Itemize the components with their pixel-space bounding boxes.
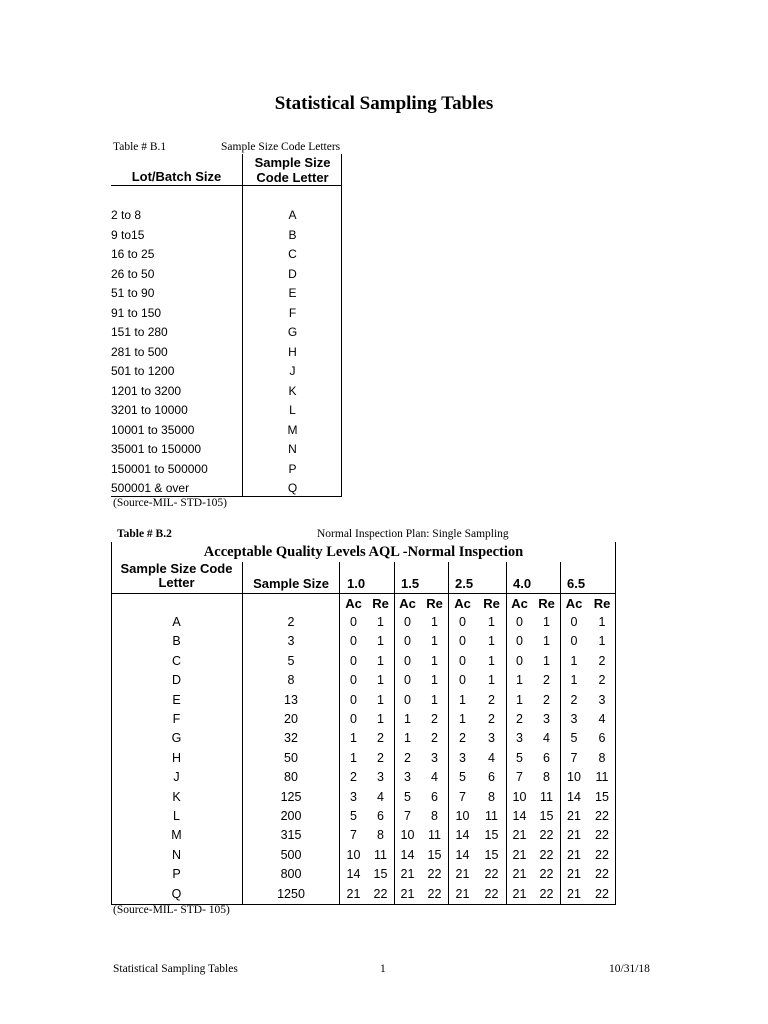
ac-value-cell: 0: [350, 712, 357, 726]
code-letter-cell: B: [288, 227, 297, 242]
code-letter-cell: P: [172, 867, 181, 882]
table-b1-header-rule: [111, 185, 342, 186]
sample-size-cell: 2: [287, 615, 295, 629]
ac-value-cell: 21: [512, 847, 527, 862]
re-value-cell: 8: [377, 828, 384, 843]
table-b2-header-size: Sample Size: [253, 576, 329, 591]
re-value-cell: 1: [431, 634, 438, 649]
table-row: [111, 421, 342, 441]
ac-value-cell: 0: [459, 634, 466, 649]
ac-value-cell: 14: [455, 828, 470, 843]
code-letter-cell: Q: [287, 481, 298, 495]
ac-value-cell: 1: [404, 731, 411, 746]
ac-value-cell: 21: [567, 828, 581, 843]
table-row: [111, 460, 342, 480]
re-value-cell: 3: [377, 770, 384, 785]
re-value-cell: 1: [431, 673, 438, 688]
re-value-cell: 4: [488, 750, 495, 765]
ac-value-cell: 10: [455, 809, 470, 823]
lot-size-cell: 500001 & over: [111, 481, 190, 495]
code-letter-cell: M: [171, 828, 182, 843]
re-value-cell: 22: [595, 847, 609, 862]
re-header: Re: [372, 596, 389, 611]
ac-value-cell: 10: [567, 770, 581, 785]
table-b2-source: (Source-MIL- STD- 105): [113, 904, 230, 916]
re-value-cell: 22: [484, 867, 499, 882]
re-value-cell: 4: [377, 789, 384, 804]
code-letter-cell: D: [171, 673, 182, 688]
sample-size-cell: 8: [287, 673, 295, 688]
code-letter-cell: P: [288, 461, 297, 476]
re-value-cell: 22: [595, 886, 609, 901]
re-value-cell: 22: [539, 828, 554, 843]
table-b2-number: Table # B.2: [117, 528, 172, 540]
code-letter-cell: F: [172, 712, 181, 726]
ac-value-cell: 14: [455, 847, 470, 862]
re-value-cell: 2: [543, 673, 550, 688]
code-letter-cell: C: [288, 247, 297, 261]
sample-size-cell: 13: [284, 692, 298, 707]
table-b2-aql-title: Acceptable Quality Levels AQL -Normal Inspection: [203, 544, 524, 560]
code-letter-cell: E: [172, 692, 181, 707]
re-value-cell: 22: [484, 886, 499, 901]
ac-value-cell: 3: [459, 750, 466, 765]
code-letter-cell: J: [289, 364, 296, 378]
ac-value-cell: 2: [459, 731, 466, 746]
ac-value-cell: 0: [516, 653, 523, 668]
code-letter-cell: N: [171, 847, 182, 862]
ac-value-cell: 0: [404, 634, 411, 649]
footer-page-number: 1: [380, 963, 386, 975]
re-value-cell: 1: [431, 615, 438, 629]
re-value-cell: 6: [431, 789, 438, 804]
ac-value-cell: 21: [346, 886, 361, 901]
table-row: [111, 343, 342, 363]
re-value-cell: 2: [598, 673, 606, 688]
re-value-cell: 8: [431, 809, 438, 823]
re-value-cell: 2: [377, 750, 384, 765]
ac-value-cell: 2: [404, 750, 411, 765]
table-row: [111, 284, 342, 304]
re-value-cell: 11: [485, 809, 498, 823]
re-value-cell: 22: [373, 886, 388, 901]
ac-value-cell: 10: [346, 847, 361, 862]
ac-value-cell: 0: [404, 692, 411, 707]
code-letter-cell: G: [287, 325, 298, 339]
ac-value-cell: 5: [350, 809, 357, 823]
ac-value-cell: 0: [459, 653, 466, 668]
ac-value-cell: 3: [350, 789, 357, 804]
code-letter-cell: B: [172, 634, 181, 649]
re-value-cell: 2: [598, 653, 606, 668]
lot-size-cell: 281 to 500: [111, 344, 168, 359]
re-value-cell: 1: [543, 634, 550, 649]
ac-value-cell: 1: [404, 712, 411, 726]
re-value-cell: 1: [598, 615, 606, 629]
ac-header: Ac: [454, 596, 471, 611]
sample-size-cell: 500: [280, 847, 302, 862]
table-row: [111, 323, 342, 343]
ac-value-cell: 21: [400, 867, 415, 882]
code-letter-cell: H: [171, 750, 182, 765]
ac-value-cell: 2: [350, 770, 357, 785]
table-row: [111, 401, 342, 421]
ac-value-cell: 3: [404, 770, 411, 785]
ac-value-cell: 7: [516, 770, 523, 785]
ac-header: Ac: [399, 596, 416, 611]
table-b1-source: (Source-MIL- STD-105): [113, 497, 228, 509]
re-value-cell: 22: [427, 886, 442, 901]
ac-value-cell: 21: [567, 886, 581, 901]
re-value-cell: 2: [431, 712, 438, 726]
table-b2-header-rule: [111, 593, 616, 594]
ac-value-cell: 21: [512, 828, 527, 843]
ac-value-cell: 1: [516, 692, 523, 707]
re-value-cell: 3: [488, 731, 495, 746]
table-b2-caption: Normal Inspection Plan: Single Sampling: [317, 528, 509, 540]
ac-value-cell: 21: [567, 867, 581, 882]
re-value-cell: 1: [377, 634, 384, 649]
code-letter-cell: Q: [171, 886, 182, 901]
re-value-cell: 2: [543, 692, 550, 707]
code-letter-cell: H: [288, 344, 297, 359]
ac-value-cell: 0: [350, 615, 357, 629]
sample-size-cell: 800: [280, 867, 302, 882]
re-value-cell: 15: [595, 789, 609, 804]
sample-size-cell: 32: [284, 731, 298, 746]
ac-value-cell: 7: [459, 789, 466, 804]
re-value-cell: 1: [377, 673, 384, 688]
re-value-cell: 2: [488, 712, 495, 726]
ac-value-cell: 5: [404, 789, 411, 804]
ac-value-cell: 0: [516, 615, 523, 629]
lot-size-cell: 16 to 25: [111, 247, 155, 261]
re-value-cell: 11: [428, 828, 441, 843]
ac-value-cell: 0: [459, 615, 466, 629]
re-value-cell: 22: [539, 886, 554, 901]
table-b1-header-code: Sample Size Code Letter: [254, 155, 331, 185]
ac-value-cell: 3: [516, 731, 523, 746]
ac-value-cell: 21: [455, 867, 470, 882]
code-letter-cell: D: [288, 266, 297, 281]
sample-size-cell: 315: [280, 828, 302, 843]
aql-level-header: 1.0: [347, 576, 366, 591]
ac-value-cell: 3: [570, 712, 578, 726]
re-value-cell: 8: [598, 750, 606, 765]
re-value-cell: 22: [427, 867, 442, 882]
re-header: Re: [483, 596, 500, 611]
re-value-cell: 15: [484, 847, 499, 862]
ac-value-cell: 21: [567, 809, 581, 823]
table-row: [111, 479, 342, 499]
re-value-cell: 6: [488, 770, 495, 785]
code-letter-cell: F: [288, 305, 297, 320]
code-letter-cell: C: [171, 653, 182, 668]
sample-size-cell: 125: [280, 789, 302, 804]
lot-size-cell: 3201 to 10000: [111, 403, 188, 417]
ac-header: Ac: [511, 596, 528, 611]
ac-value-cell: 0: [404, 653, 411, 668]
code-letter-cell: J: [173, 770, 180, 785]
code-letter-cell: G: [171, 731, 182, 746]
re-value-cell: 1: [598, 634, 606, 649]
ac-value-cell: 1: [350, 731, 357, 746]
table-row: [111, 245, 342, 265]
sample-size-cell: 3: [287, 634, 295, 649]
code-letter-cell: M: [287, 422, 298, 437]
table-b1-number: Table # B.1: [113, 141, 167, 153]
ac-value-cell: 1: [570, 653, 578, 668]
re-value-cell: 1: [488, 615, 495, 629]
ac-value-cell: 5: [516, 750, 523, 765]
table-row: [111, 265, 342, 285]
re-value-cell: 6: [377, 809, 384, 823]
ac-value-cell: 14: [346, 867, 361, 882]
table-b2-header-code: Sample Size Code Letter: [120, 561, 233, 590]
ac-value-cell: 21: [512, 886, 527, 901]
ac-value-cell: 7: [350, 828, 357, 843]
sample-size-cell: 20: [284, 712, 298, 726]
lot-size-cell: 35001 to 150000: [111, 442, 202, 456]
ac-value-cell: 21: [400, 886, 415, 901]
ac-value-cell: 21: [455, 886, 470, 901]
lot-size-cell: 1201 to 3200: [111, 383, 182, 398]
ac-value-cell: 0: [570, 634, 578, 649]
re-value-cell: 4: [543, 731, 550, 746]
re-value-cell: 15: [539, 809, 554, 823]
re-value-cell: 22: [595, 867, 609, 882]
code-letter-cell: N: [288, 442, 297, 456]
sample-size-cell: 80: [284, 770, 298, 785]
re-value-cell: 2: [431, 731, 438, 746]
re-value-cell: 1: [488, 673, 495, 688]
re-value-cell: 22: [539, 867, 554, 882]
ac-value-cell: 1: [350, 750, 357, 765]
lot-size-cell: 51 to 90: [111, 286, 155, 300]
re-value-cell: 2: [377, 731, 384, 746]
table-row: [111, 440, 342, 460]
ac-value-cell: 7: [404, 809, 411, 823]
aql-level-header: 4.0: [513, 576, 532, 591]
lot-size-cell: 151 to 280: [111, 325, 168, 339]
ac-value-cell: 1: [459, 692, 466, 707]
re-value-cell: 1: [488, 653, 495, 668]
ac-value-cell: 5: [459, 770, 466, 785]
ac-value-cell: 1: [570, 673, 578, 688]
ac-value-cell: 2: [570, 692, 578, 707]
aql-level-header: 2.5: [455, 576, 474, 591]
ac-value-cell: 10: [512, 789, 527, 804]
ac-value-cell: 21: [512, 867, 527, 882]
lot-size-cell: 150001 to 500000: [111, 461, 208, 476]
re-value-cell: 1: [543, 653, 550, 668]
re-value-cell: 11: [595, 770, 609, 785]
sample-size-cell: 5: [287, 653, 295, 668]
sample-size-cell: 1250: [277, 886, 305, 901]
table-row: [111, 304, 342, 324]
table-b1-caption: Sample Size Code Letters: [221, 141, 341, 153]
re-header: Re: [538, 596, 555, 611]
ac-value-cell: 0: [516, 634, 523, 649]
ac-value-cell: 5: [570, 731, 578, 746]
lot-size-cell: 2 to 8: [111, 208, 142, 222]
re-value-cell: 11: [374, 847, 387, 862]
ac-value-cell: 14: [567, 789, 581, 804]
code-letter-cell: A: [172, 615, 181, 629]
re-value-cell: 8: [543, 770, 550, 785]
footer-date: 10/31/18: [609, 963, 650, 975]
re-value-cell: 1: [431, 653, 438, 668]
ac-value-cell: 0: [350, 673, 357, 688]
ac-value-cell: 1: [459, 712, 466, 726]
table-row: [111, 206, 342, 226]
re-header: Re: [593, 596, 611, 611]
re-header: Re: [426, 596, 443, 611]
lot-size-cell: 91 to 150: [111, 305, 162, 320]
aql-level-header: 1.5: [401, 576, 420, 591]
table-row: [111, 362, 342, 382]
footer-title: Statistical Sampling Tables: [113, 963, 238, 975]
ac-value-cell: 0: [404, 615, 411, 629]
code-letter-cell: E: [288, 286, 297, 300]
aql-level-header: 6.5: [567, 576, 586, 591]
table-row: [111, 382, 342, 402]
table-row: [111, 226, 342, 246]
ac-value-cell: 21: [567, 847, 581, 862]
ac-value-cell: 14: [400, 847, 415, 862]
re-value-cell: 2: [488, 692, 495, 707]
re-value-cell: 1: [431, 692, 438, 707]
re-value-cell: 22: [595, 809, 609, 823]
code-letter-cell: K: [288, 383, 297, 398]
lot-size-cell: 9 to15: [111, 227, 145, 242]
re-value-cell: 1: [543, 615, 550, 629]
ac-header: Ac: [565, 596, 583, 611]
ac-value-cell: 7: [570, 750, 578, 765]
ac-value-cell: 0: [350, 692, 357, 707]
ac-value-cell: 10: [400, 828, 415, 843]
lot-size-cell: 26 to 50: [111, 266, 155, 281]
re-value-cell: 8: [488, 789, 495, 804]
ac-value-cell: 0: [459, 673, 466, 688]
re-value-cell: 3: [598, 692, 606, 707]
re-value-cell: 6: [598, 731, 606, 746]
ac-value-cell: 0: [350, 653, 357, 668]
re-value-cell: 1: [377, 653, 384, 668]
re-value-cell: 3: [543, 712, 550, 726]
re-value-cell: 4: [598, 712, 606, 726]
table-b1-header-lot: Lot/Batch Size: [131, 169, 222, 184]
re-value-cell: 15: [427, 847, 442, 862]
re-value-cell: 1: [488, 634, 495, 649]
ac-value-cell: 1: [516, 673, 523, 688]
code-letter-cell: L: [173, 809, 180, 823]
ac-value-cell: 0: [404, 673, 411, 688]
page-title: Statistical Sampling Tables: [274, 93, 494, 114]
re-value-cell: 3: [431, 750, 438, 765]
code-letter-cell: A: [288, 208, 297, 222]
ac-value-cell: 0: [570, 615, 578, 629]
sample-size-cell: 200: [280, 809, 302, 823]
re-value-cell: 1: [377, 615, 384, 629]
re-value-cell: 22: [539, 847, 554, 862]
re-value-cell: 11: [540, 789, 553, 804]
sample-size-cell: 50: [284, 750, 298, 765]
re-value-cell: 15: [484, 828, 499, 843]
ac-value-cell: 14: [512, 809, 527, 823]
ac-value-cell: 2: [516, 712, 523, 726]
ac-header: Ac: [345, 596, 362, 611]
code-letter-cell: L: [289, 403, 296, 417]
re-value-cell: 1: [377, 712, 384, 726]
lot-size-cell: 10001 to 35000: [111, 422, 195, 437]
code-letter-cell: K: [172, 789, 181, 804]
lot-size-cell: 501 to 1200: [111, 364, 175, 378]
re-value-cell: 6: [543, 750, 550, 765]
re-value-cell: 4: [431, 770, 438, 785]
re-value-cell: 15: [373, 867, 388, 882]
ac-value-cell: 0: [350, 634, 357, 649]
re-value-cell: 22: [595, 828, 609, 843]
re-value-cell: 1: [377, 692, 384, 707]
